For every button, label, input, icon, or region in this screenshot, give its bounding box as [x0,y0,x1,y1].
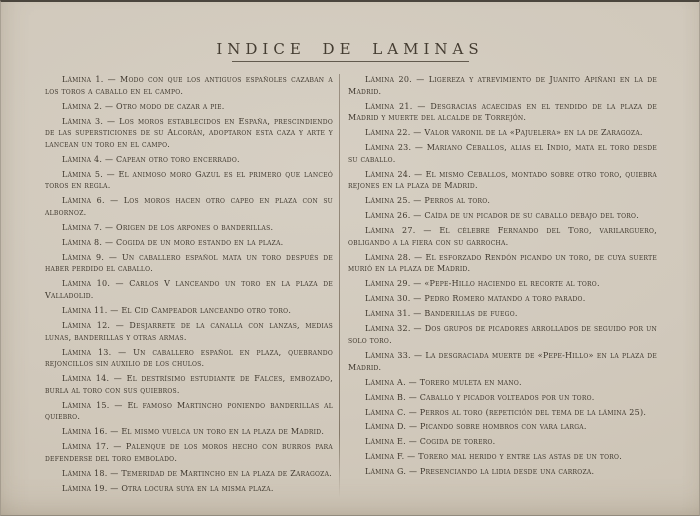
index-entry: Lámina G. — Presenciando la lidia desde una carroza. [365,467,595,477]
index-entry: Lámina 10. — Carlos V lanceando un toro en la plaza de Valladolid. [45,279,333,301]
index-entry: Lámina 33. — La desgraciada muerte de «Pepe-Hillo» en la plaza de Madrid. [348,350,657,372]
index-entry: Lámina 8. — Cogida de un moro estando en la plaza. [62,237,284,247]
index-entry: Lámina 24. — El mismo Ceballos, montado sobre otro toro, quiebra rejones en la plaza de Madrid. [348,169,657,191]
index-entry: Lámina 2. — Otro modo de cazar a pie. [62,101,225,111]
index-entry: Lámina 3. — Los moros establecidos en España, prescindiendo de las supersticiones de su Alcorán, adoptaron esta caza y arte y lancean un toro en el campo. [45,116,333,149]
index-entry: Lámina 32. — Dos grupos de picadores arrollados de seguido por un solo toro. [348,324,657,345]
index-entry: Lámina F. — Torero mal herido y entre las astas de un toro. [365,452,623,462]
index-entry: Lámina 11. — El Cid Campeador lanceando otro toro. [62,306,292,315]
index-entry: Lámina 26. — Caída de un picador de su caballo debajo del toro. [365,211,640,221]
index-entry: Lámina 31. — Banderillas de fuego. [365,309,518,319]
index-entry: Lámina 18. — Temeridad de Martincho en la plaza de Zaragoza. [62,468,332,478]
index-entry: Lámina 21. — Desgracias acaecidas en el tendido de la plaza de Madrid y muerte del alcalde de Torrejón. [348,101,657,123]
index-column-left [45,74,333,498]
index-entry: Lámina 30. — Pedro Romero matando a toro parado. [365,294,586,304]
index-entry: Lámina 25. — Perros al toro. [365,196,491,206]
index-entry: Lámina 22. — Valor varonil de la «Pajuelera» en la de Zaragoza. [365,128,643,138]
index-entry: Lámina 27. — El célebre Fernando del Toro, varilarguero, obligando a la fiera con su garrocha. [348,226,657,247]
index-entry: Lámina 14. — El destrísimo estudiante de Falces, embozado, burla al toro con sus quiebros. [45,374,333,395]
index-entry: Lámina 12. — Desjarrete de la canalla con lanzas, medias lunas, banderillas y otras armas. [45,320,333,342]
title-block [1,40,699,62]
index-entry: Lámina 19. — Otra locura suya en la misma plaza. [62,483,274,493]
index-entry: Lámina 4. — Capean otro toro encerrado. [62,154,240,164]
index-entry: Lámina D. — Picando sobre hombros con vara larga. [365,422,587,432]
index-entry: Lámina 6. — Los moros hacen otro capeo en plaza con su albornoz. [45,196,333,217]
index-entry: Lámina 15. — El famoso Martincho poniendo banderillas al quiebro. [45,400,333,422]
index-entry: Lámina A. — Torero muleta en mano. [365,377,522,387]
index-entry: Lámina 9. — Un caballero español mata un toro después de haber perdido el caballo. [45,252,333,274]
page-title: INDICE DE LAMINAS [216,40,484,58]
index-entry: Lámina 23. — Mariano Ceballos, alias el Indio, mata el toro desde su caballo. [348,143,657,164]
index-entry: Lámina 5. — El animoso moro Gazul es el primero que lanceó toros en regla. [45,169,333,191]
index-column-right [340,74,657,498]
index-entry: Lámina E. — Cogida de torero. [365,437,496,447]
index-entry: Lámina 17. — Palenque de los moros hecho con burros para defenderse del toro embolado. [45,442,333,463]
title-underline-rule [232,61,469,62]
index-entry: Lámina 1. — Modo con que los antiguos españoles cazaban a los toros a caballo en el campo. [45,75,333,96]
index-entry: Lámina 20. — Ligereza y atrevimiento de Juanito Apiñani en la de Madrid. [348,75,657,96]
index-entry: Lámina C. — Perros al toro (repetición del tema de la lámina 25). [365,407,647,417]
index-entry: Lámina 28. — El esforzado Rendón picando un toro, de cuya suerte murió en la plaza de Madrid. [348,252,657,274]
index-entry: Lámina 13. — Un caballero español en plaza, quebrando rejoncillos sin auxilio de los chulos. [45,347,333,369]
index-entry: Lámina B. — Caballo y picador volteados por un toro. [365,392,595,402]
index-entry: Lámina 29. — «Pepe-Hillo haciendo el recorte al toro. [365,279,600,289]
index-entry: Lámina 7. — Origen de los arpones o banderillas. [62,222,274,232]
index-entry: Lámina 16. — El mismo vuelca un toro en la plaza de Madrid. [62,427,325,437]
index-columns [45,74,657,498]
